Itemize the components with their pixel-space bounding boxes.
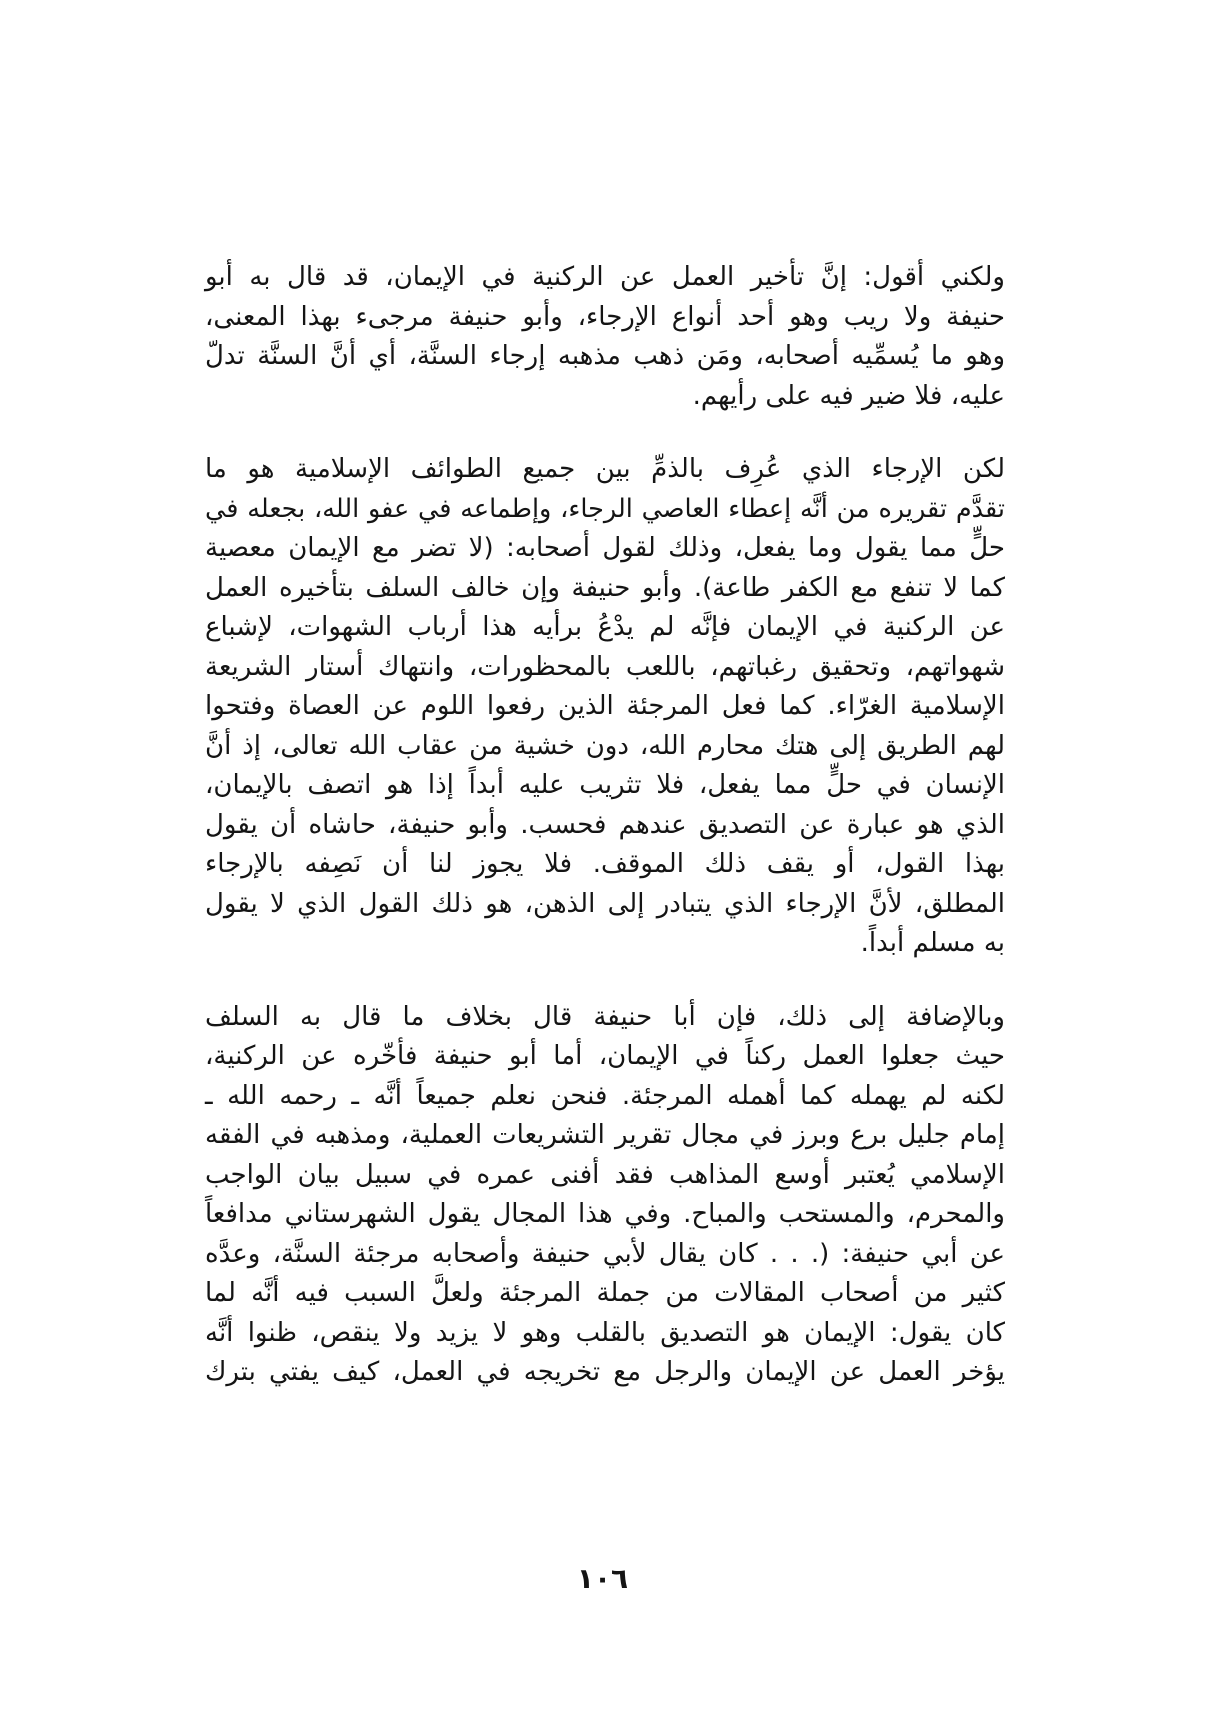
text-line: لهم الطريق إلى هتك محارم الله، دون خشية من عقاب الله تعالى، إذ أنَّ [205, 730, 1005, 761]
page-number: ١٠٦ [576, 1562, 629, 1595]
text-line: به مسلم أبداً. [860, 928, 1005, 958]
paragraph-3 [205, 998, 1005, 1393]
text-line: الإسلامية الغرّاء. كما فعل المرجئة الذين رفعوا اللوم عن العصاة وفتحوا [205, 691, 1005, 721]
text-line: وبالإضافة إلى ذلك، فإن أبا حنيفة قال بخلاف ما قال به السلف [205, 1001, 1005, 1032]
text-line: بهذا القول، أو يقف ذلك الموقف. فلا يجوز لنا أن نَصِفه بالإرجاء [205, 849, 1005, 879]
text-line: وهو ما يُسمِّيه أصحابه، ومَن ذهب مذهبه إرجاء السنَّة، أي أنَّ السنَّة تدلّ [205, 341, 1005, 371]
text-line: عليه، فلا ضير فيه على رأيهم. [692, 380, 1005, 411]
text-line: كان يقول: الإيمان هو التصديق بالقلب وهو لا يزيد ولا ينقص، ظنوا أنَّه [205, 1317, 1005, 1348]
text-line: حلٍّ مما يقول وما يفعل، وذلك لقول أصحابه: (لا تضر مع الإيمان معصية [205, 533, 1005, 563]
paragraph-1 [205, 258, 1005, 416]
paragraph-2 [205, 450, 1005, 964]
text-line: حيث جعلوا العمل ركناً في الإيمان، أما أبو حنيفة فأخّره عن الركنية، [205, 1041, 1005, 1071]
paragraph-gap [205, 964, 1005, 998]
text-line: حنيفة ولا ريب وهو أحد أنواع الإرجاء، وأبو حنيفة مرجىء بهذا المعنى، [205, 301, 1005, 332]
text-line: المطلق، لأنَّ الإرجاء الذي يتبادر إلى الذهن، هو ذلك القول الذي لا يقول [205, 888, 1005, 919]
text-line: كما لا تنفع مع الكفر طاعة). وأبو حنيفة وإن خالف السلف بتأخيره العمل [205, 572, 1005, 603]
text-line: الإنسان في حلٍّ مما يفعل، فلا تثريب عليه أبداً إذا هو اتصف بالإيمان، [205, 770, 1005, 800]
text-line: عن الركنية في الإيمان فإنَّه لم يدْعُ برأيه هذا أرباب الشهوات، لإشباع [205, 612, 1005, 642]
text-line: ولكني أقول: إنَّ تأخير العمل عن الركنية في الإيمان، قد قال به أبو [205, 262, 1005, 292]
text-line: تقدَّم تقريره من أنَّه إعطاء العاصي الرجاء، وإطماعه في عفو الله، بجعله في [205, 493, 1005, 524]
text-line: شهواتهم، وتحقيق رغباتهم، باللعب بالمحظورات، وانتهاك أستار الشريعة [205, 651, 1005, 682]
page-body [205, 258, 1005, 1393]
paragraph-gap [205, 416, 1005, 450]
text-line: يؤخر العمل عن الإيمان والرجل مع تخريجه في العمل، كيف يفتي بترك [205, 1357, 1005, 1387]
text-line: عن أبي حنيفة: (. . . كان يقال لأبي حنيفة وأصحابه مرجئة السنَّة، وعدَّه [205, 1238, 1005, 1269]
text-line: لكنه لم يهمله كما أهمله المرجئة. فنحن نعلم جميعاً أنَّه ـ رحمه الله ـ [205, 1080, 1005, 1111]
text-line: الذي هو عبارة عن التصديق عندهم فحسب. وأبو حنيفة، حاشاه أن يقول [205, 809, 1005, 840]
text-line: الإسلامي يُعتبر أوسع المذاهب فقد أفنى عمره في سبيل بيان الواجب [205, 1159, 1005, 1190]
text-line: كثير من أصحاب المقالات من جملة المرجئة ولعلَّ السبب فيه أنَّه لما [205, 1278, 1005, 1308]
text-line: لكن الإرجاء الذي عُرِف بالذمِّ بين جميع الطوائف الإسلامية هو ما [205, 454, 1005, 484]
text-line: والمحرم، والمستحب والمباح. وفي هذا المجال يقول الشهرستاني مدافعاً [205, 1199, 1005, 1229]
text-line: إمام جليل برع وبرز في مجال تقرير التشريعات العملية، ومذهبه في الفقه [205, 1120, 1005, 1150]
